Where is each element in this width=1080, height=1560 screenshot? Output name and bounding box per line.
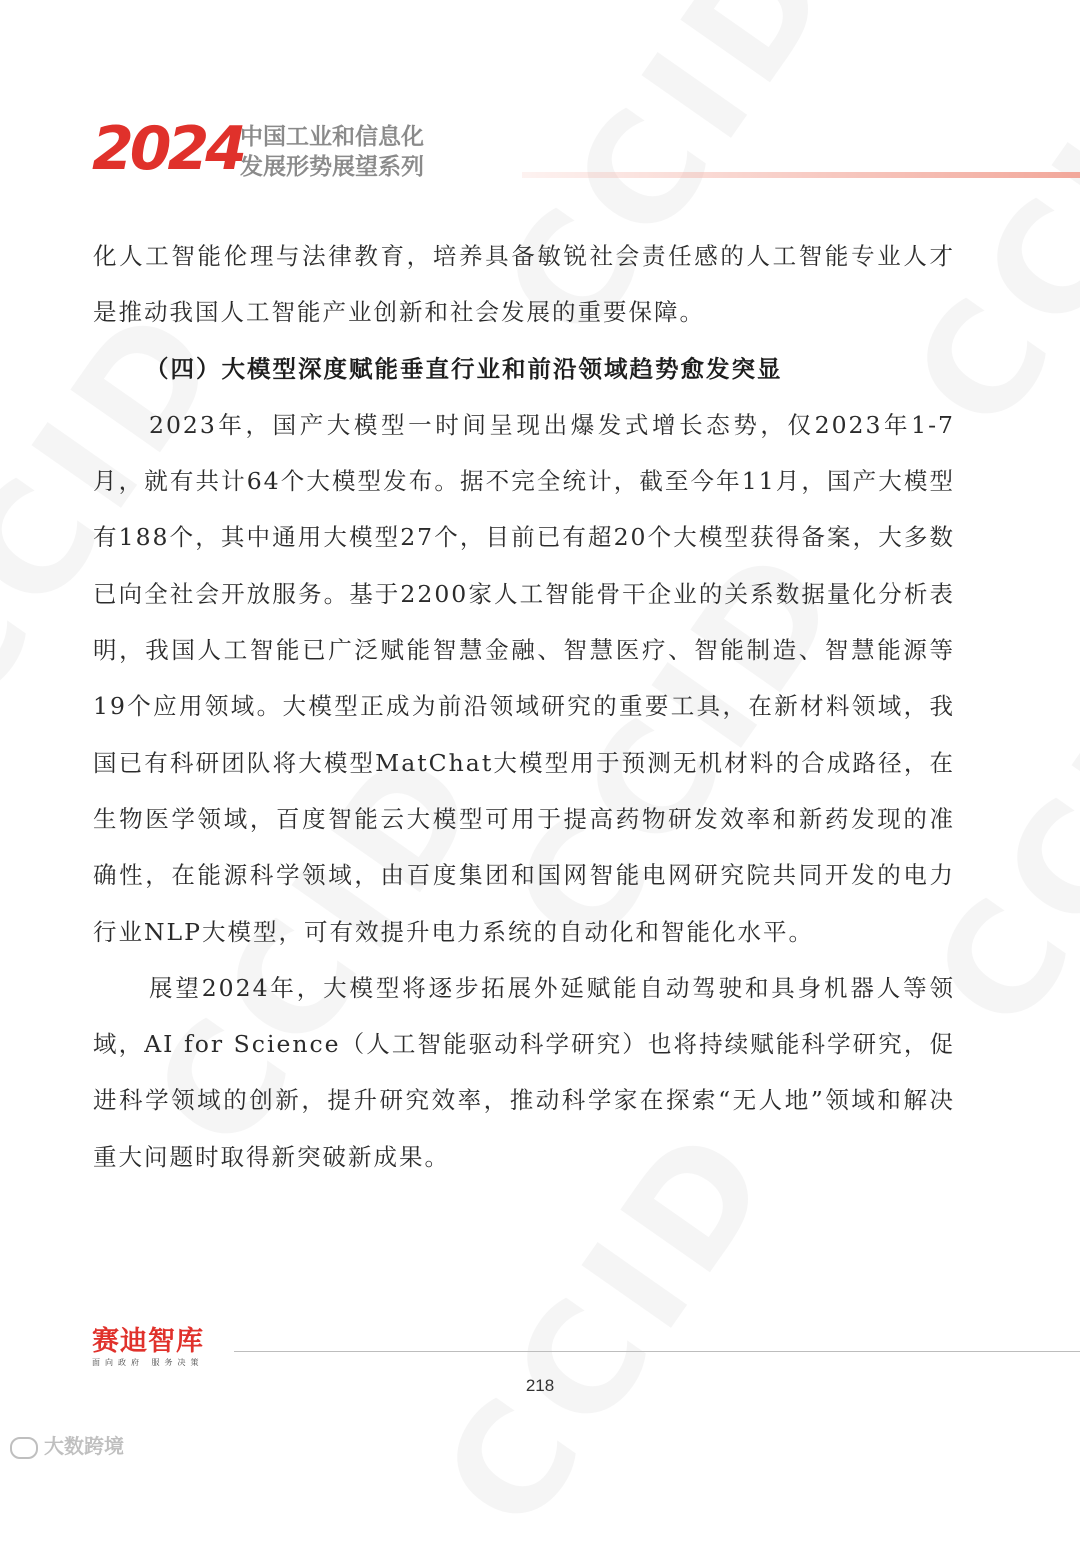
corner-watermark: [10, 1430, 124, 1459]
logo-title: 赛迪智库: [92, 1326, 204, 1357]
chat-bubble-icon: [10, 1437, 38, 1459]
corner-watermark-text: 大数跨境: [44, 1434, 124, 1458]
paragraph-large-models: 2023年，国产大模型一时间呈现出爆发式增长态势，仅2023年1-7月，就有共计64个大模型发布。据不完全统计，截至今年11月，国产大模型有188个，其中通用大模型27个，目前已有超20个大模型获得备案，大多数已向全社会开放服务。基于2200家人工智能骨干企业的关系数据量化分析表明，我国人工智能已广泛赋能智慧金融、智慧医疗、智能制造、智慧能源等19个应用领域。大模型正成为前沿领域研究的重要工具，在新材料领域，我国已有科研团队将大模型MatChat大模型用于预测无机材料的合成路径，在生物医学领域，百度智能云大模型可用于提高药物研发效率和新药发现的准确性，在能源科学领域，由百度集团和国网智能电网研究院共同开发的电力行业NLP大模型，可有效提升电力系统的自动化和智能化水平。: [93, 410, 955, 946]
page-number: 218: [525, 1376, 555, 1395]
series-title: [240, 122, 424, 182]
document-body: [93, 228, 955, 1185]
footer-divider: [234, 1351, 1080, 1352]
paragraph-outlook: 展望2024年，大模型将逐步拓展外延赋能自动驾驶和具身机器人等领域，AI for Science（人工智能驱动科学研究）也将持续赋能科学研究，促进科学领域的创新，提升研究效率，推动科学家在探索“无人地”领域和解决重大问题时取得新突破新成果。: [93, 973, 955, 1171]
year-logo: 2024: [92, 114, 243, 184]
header-divider: [522, 172, 1080, 178]
series-title-line1: 中国工业和信息化: [240, 124, 424, 150]
page-header: [92, 114, 1080, 188]
section-heading: （四）大模型深度赋能垂直行业和前沿领域趋势愈发突显: [145, 354, 783, 383]
paragraph-continuation: 化人工智能伦理与法律教育，培养具备敏锐社会责任感的人工智能专业人才是推动我国人工智能产业创新和社会发展的重要保障。: [93, 242, 955, 327]
ccid-think-tank-logo: [92, 1326, 204, 1368]
series-title-line2: 发展形势展望系列: [240, 154, 424, 180]
logo-subtitle: 面向政府 服务决策: [92, 1358, 204, 1367]
